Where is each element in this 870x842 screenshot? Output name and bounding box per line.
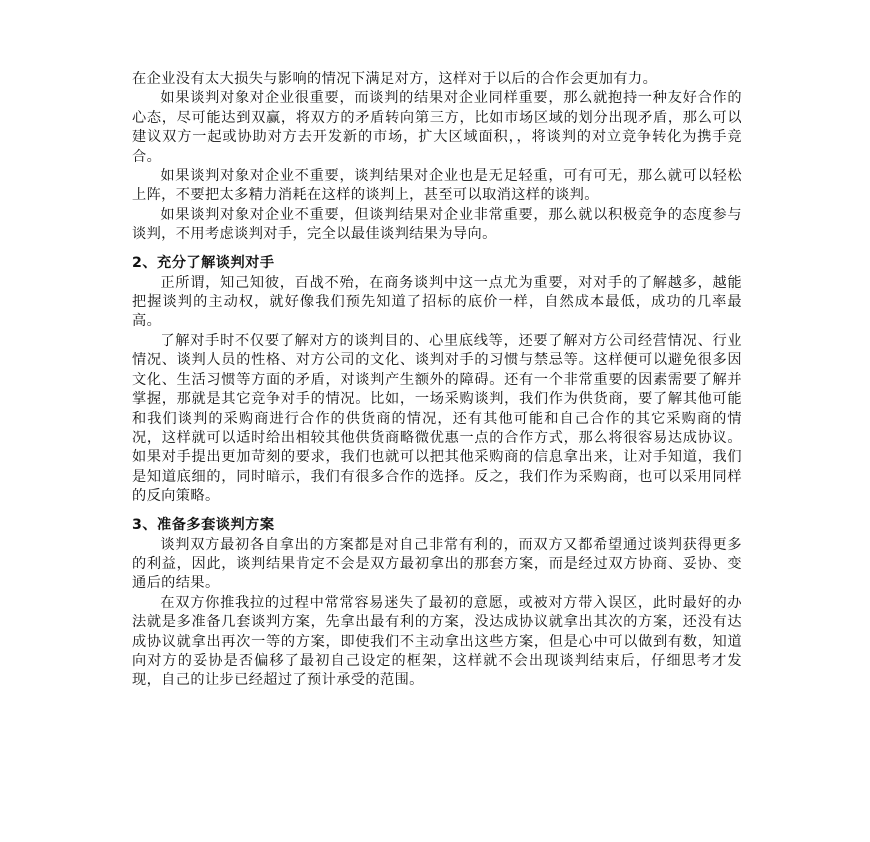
paragraph: 正所谓，知己知彼，百战不殆，在商务谈判中这一点尤为重要，对对手的了解越多，越能把握谈判的主动权，就好像我们预先知道了招标的底价一样，自然成本最低，成功的几率最高。 [132, 274, 742, 330]
paragraph: 如果谈判对象对企业不重要，但谈判结果对企业非常重要，那么就以积极竞争的态度参与谈判，不用考虑谈判对手，完全以最佳谈判结果为导向。 [132, 206, 742, 243]
paragraph: 如果谈判对象对企业很重要，而谈判的结果对企业同样重要，那么就抱持一种友好合作的心态，尽可能达到双赢，将双方的矛盾转向第三方，比如市场区域的划分出现矛盾，那么可以建议双方一起或协助对方去开发新的市场，扩大区域面积，，将谈判的对立竞争转化为携手竞合。 [132, 90, 742, 165]
paragraph: 如果谈判对象对企业不重要，谈判结果对企业也是无足轻重，可有可无，那么就可以轻松上阵，不要把太多精力消耗在这样的谈判上，甚至可以取消这样的谈判。 [132, 168, 742, 204]
paragraph: 在双方你推我拉的过程中常常容易迷失了最初的意愿，或被对方带入误区，此时最好的办法就是多准备几套谈判方案，先拿出最有利的方案，没达成协议就拿出其次的方案，还没有达成协议就拿出再次一等的方案，即使我们不主动拿出这些方案，但是心中可以做到有数，知道向对方的妥协是否偏移了最初自己设定的框架，这样就不会出现谈判结束后，仔细思考才发现，自己的让步已经超过了预计承受的范围。 [132, 594, 742, 689]
section-heading: 2、充分了解谈判对手 [132, 254, 275, 271]
document-page [132, 70, 742, 691]
paragraph: 了解对手时不仅要了解对方的谈判目的、心里底线等，还要了解对方公司经营情况、行业情况、谈判人员的性格、对方公司的文化、谈判对手的习惯与禁忌等。这样便可以避免很多因文化、生活习惯等方面的矛盾，对谈判产生额外的障碍。还有一个非常重要的因素需要了解并掌握，那就是其它竞争对手的情况。比如，一场采购谈判，我们作为供货商，要了解其他可能和我们谈判的采购商进行合作的供货商的情况，还有其他可能和自己合作的其它采购商的情况，这样就可以适时给出相较其他供货商略微优惠一点的合作方式，那么将很容易达成协议。如果对手提出更加苛刻的要求，我们也就可以把其他采购商的信息拿出来，让对手知道，我们是知道底细的，同时暗示，我们有很多合作的选择。反之，我们作为采购商，也可以采用同样的反向策略。 [132, 332, 742, 505]
paragraph: 谈判双方最初各自拿出的方案都是对自己非常有利的，而双方又都希望通过谈判获得更多的利益，因此，谈判结果肯定不会是双方最初拿出的那套方案，而是经过双方协商、妥协、变通后的结果。 [132, 536, 742, 592]
paragraph: 在企业没有太大损失与影响的情况下满足对方，这样对于以后的合作会更加有力。 [132, 71, 658, 87]
section-heading: 3、准备多套谈判方案 [132, 516, 275, 533]
